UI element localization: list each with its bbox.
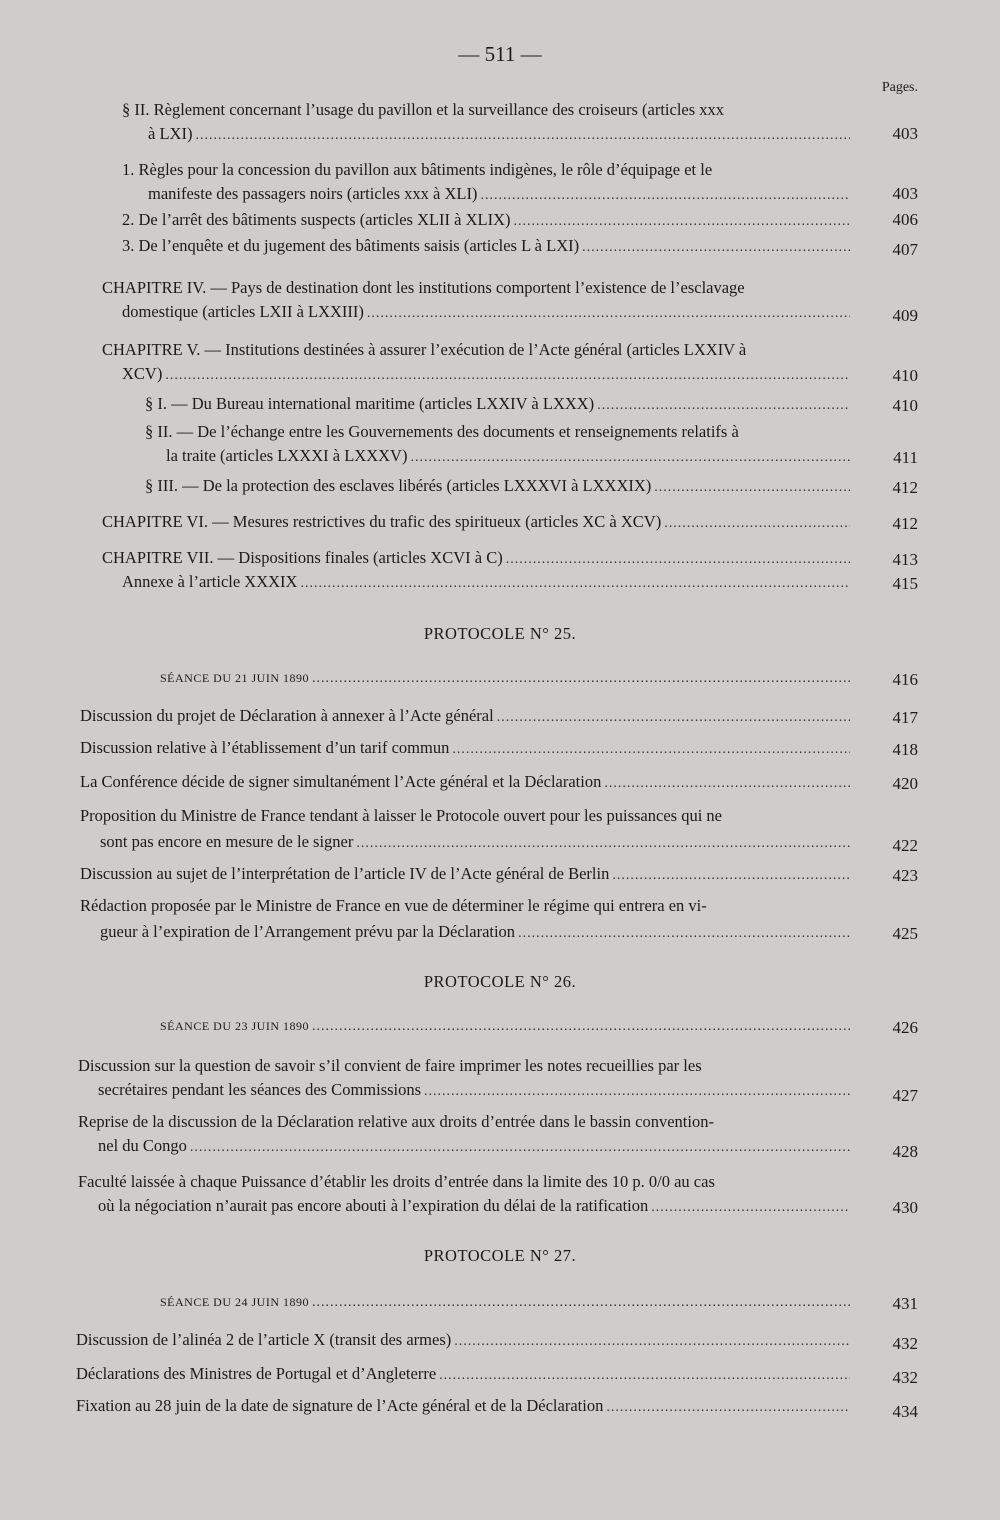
toc-entry-line: CHAPITRE V. — Institutions destinées à assurer l’exécution de l’Acte général (articles LXXIV à bbox=[102, 340, 747, 359]
toc-page-ref: 412 bbox=[892, 514, 918, 533]
toc-page-ref: 409 bbox=[892, 306, 918, 325]
toc-entry-line: § II. — De l’échange entre les Gouvernements des documents et renseignements relatifs à bbox=[145, 422, 739, 441]
toc-entry-line: Annexe à l’article XXXIX ..... bbox=[122, 572, 853, 594]
toc-entry-line: § II. Règlement concernant l’usage du pavillon et la surveillance des croiseurs (articles xxx bbox=[122, 100, 725, 119]
toc-page-ref: 422 bbox=[892, 836, 918, 855]
toc-entry-line: CHAPITRE IV. — Pays de destination dont les institutions comportent l’existence de l’esclavage bbox=[102, 278, 745, 297]
toc-entry-line: Discussion de l’alinéa 2 de l’article X (transit des armes) ..... bbox=[76, 1330, 853, 1352]
toc-page-ref: 407 bbox=[892, 240, 918, 259]
toc-entry-line: Reprise de la discussion de la Déclaration relative aux droits d’entrée dans le bassin convention- bbox=[78, 1112, 714, 1131]
toc-page-ref: 427 bbox=[892, 1086, 918, 1105]
toc-entry-line: Fixation au 28 juin de la date de signature de l’Acte général et de la Déclaration ..... bbox=[76, 1396, 853, 1418]
toc-entry-line: à LXI) ..... bbox=[148, 124, 853, 146]
toc-entry-line: CHAPITRE VI. — Mesures restrictives du trafic des spiritueux (articles XC à XCV) ..... bbox=[102, 512, 853, 534]
toc-entry-line: Proposition du Ministre de France tendant à laisser le Protocole ouvert pour les puissances qui ne bbox=[80, 806, 722, 825]
toc-entry-line: gueur à l’expiration de l’Arrangement prévu par la Déclaration ..... bbox=[100, 922, 853, 944]
toc-page-ref: 412 bbox=[892, 478, 918, 497]
toc-page-ref: 403 bbox=[892, 184, 918, 203]
toc-page-ref: 416 bbox=[892, 670, 918, 689]
toc-page-ref: 430 bbox=[892, 1198, 918, 1217]
pages-column-label: Pages. bbox=[881, 80, 918, 95]
seance-line: SÉANCE DU 23 JUIN 1890 ..... bbox=[160, 1016, 853, 1037]
toc-entry-line: domestique (articles LXII à LXXIII) ..... bbox=[122, 302, 853, 324]
seance-line: SÉANCE DU 24 JUIN 1890 ..... bbox=[160, 1292, 853, 1313]
seance-line: SÉANCE DU 21 JUIN 1890 ..... bbox=[160, 668, 853, 689]
toc-entry-line: § I. — Du Bureau international maritime (articles LXXIV à LXXX) ..... bbox=[145, 394, 853, 416]
toc-entry-line: 1. Règles pour la concession du pavillon aux bâtiments indigènes, le rôle d’équipage et le bbox=[122, 160, 713, 179]
protocol-heading: PROTOCOLE N° 25. bbox=[423, 624, 577, 643]
toc-page-ref: 415 bbox=[892, 574, 918, 593]
toc-entry-line: sont pas encore en mesure de le signer ..... bbox=[100, 832, 853, 854]
toc-page-ref: 410 bbox=[892, 366, 918, 385]
toc-entry-line: secrétaires pendant les séances des Commissions ..... bbox=[98, 1080, 853, 1102]
toc-entry-line: Discussion au sujet de l’interprétation de l’article IV de l’Acte général de Berlin ..... bbox=[80, 864, 853, 886]
toc-page-ref: 411 bbox=[893, 448, 918, 467]
toc-entry-line: CHAPITRE VII. — Dispositions finales (articles XCVI à C) ..... bbox=[102, 548, 853, 570]
protocol-heading: PROTOCOLE N° 27. bbox=[423, 1246, 577, 1265]
toc-entry-line: § III. — De la protection des esclaves libérés (articles LXXXVI à LXXXIX) ..... bbox=[145, 476, 853, 498]
toc-entry-line: Rédaction proposée par le Ministre de France en vue de déterminer le régime qui entrera en vi- bbox=[80, 896, 707, 915]
toc-entry-line: 3. De l’enquête et du jugement des bâtiments saisis (articles L à LXI) ..... bbox=[122, 236, 853, 258]
toc-page-ref: 418 bbox=[892, 740, 918, 759]
toc-page-ref: 403 bbox=[892, 124, 918, 143]
toc-page-ref: 434 bbox=[892, 1402, 918, 1421]
toc-entry-line: 2. De l’arrêt des bâtiments suspects (articles XLII à XLIX) ..... bbox=[122, 210, 853, 232]
page-number: — 511 — bbox=[458, 42, 542, 66]
toc-entry-line: La Conférence décide de signer simultanément l’Acte général et la Déclaration ..... bbox=[80, 772, 853, 794]
toc-page-ref: 410 bbox=[892, 396, 918, 415]
toc-page-ref: 413 bbox=[892, 550, 918, 569]
toc-entry-line: la traite (articles LXXXI à LXXXV) ..... bbox=[166, 446, 853, 468]
toc-entry-line: Faculté laissée à chaque Puissance d’établir les droits d’entrée dans la limite des 10 p. 0/0 au cas bbox=[78, 1172, 715, 1191]
toc-entry-line: manifeste des passagers noirs (articles xxx à XLI) ..... bbox=[148, 184, 853, 206]
toc-page-ref: 423 bbox=[892, 866, 918, 885]
toc-entry-line: Discussion relative à l’établissement d’un tarif commun ..... bbox=[80, 738, 853, 760]
toc-entry-line: Déclarations des Ministres de Portugal et d’Angleterre ..... bbox=[76, 1364, 853, 1386]
toc-page-ref: 431 bbox=[892, 1294, 918, 1313]
toc-page-ref: 420 bbox=[892, 774, 918, 793]
toc-entry-line: Discussion sur la question de savoir s’il convient de faire imprimer les notes recueillies par les bbox=[78, 1056, 702, 1075]
toc-page-ref: 426 bbox=[892, 1018, 918, 1037]
toc-page-ref: 432 bbox=[892, 1368, 918, 1387]
toc-entry-line: Discussion du projet de Déclaration à annexer à l’Acte général ..... bbox=[80, 706, 853, 728]
protocol-heading: PROTOCOLE N° 26. bbox=[423, 972, 577, 991]
toc-entry-line: XCV) ..... bbox=[122, 364, 853, 386]
toc-page-ref: 406 bbox=[892, 210, 918, 229]
toc-entry-line: où la négociation n’aurait pas encore abouti à l’expiration du délai de la ratification ..... bbox=[98, 1196, 853, 1218]
toc-page-ref: 425 bbox=[892, 924, 918, 943]
toc-page-ref: 417 bbox=[892, 708, 918, 727]
toc-page-ref: 428 bbox=[892, 1142, 918, 1161]
toc-page-ref: 432 bbox=[892, 1334, 918, 1353]
toc-entry-line: nel du Congo ..... bbox=[98, 1136, 853, 1158]
